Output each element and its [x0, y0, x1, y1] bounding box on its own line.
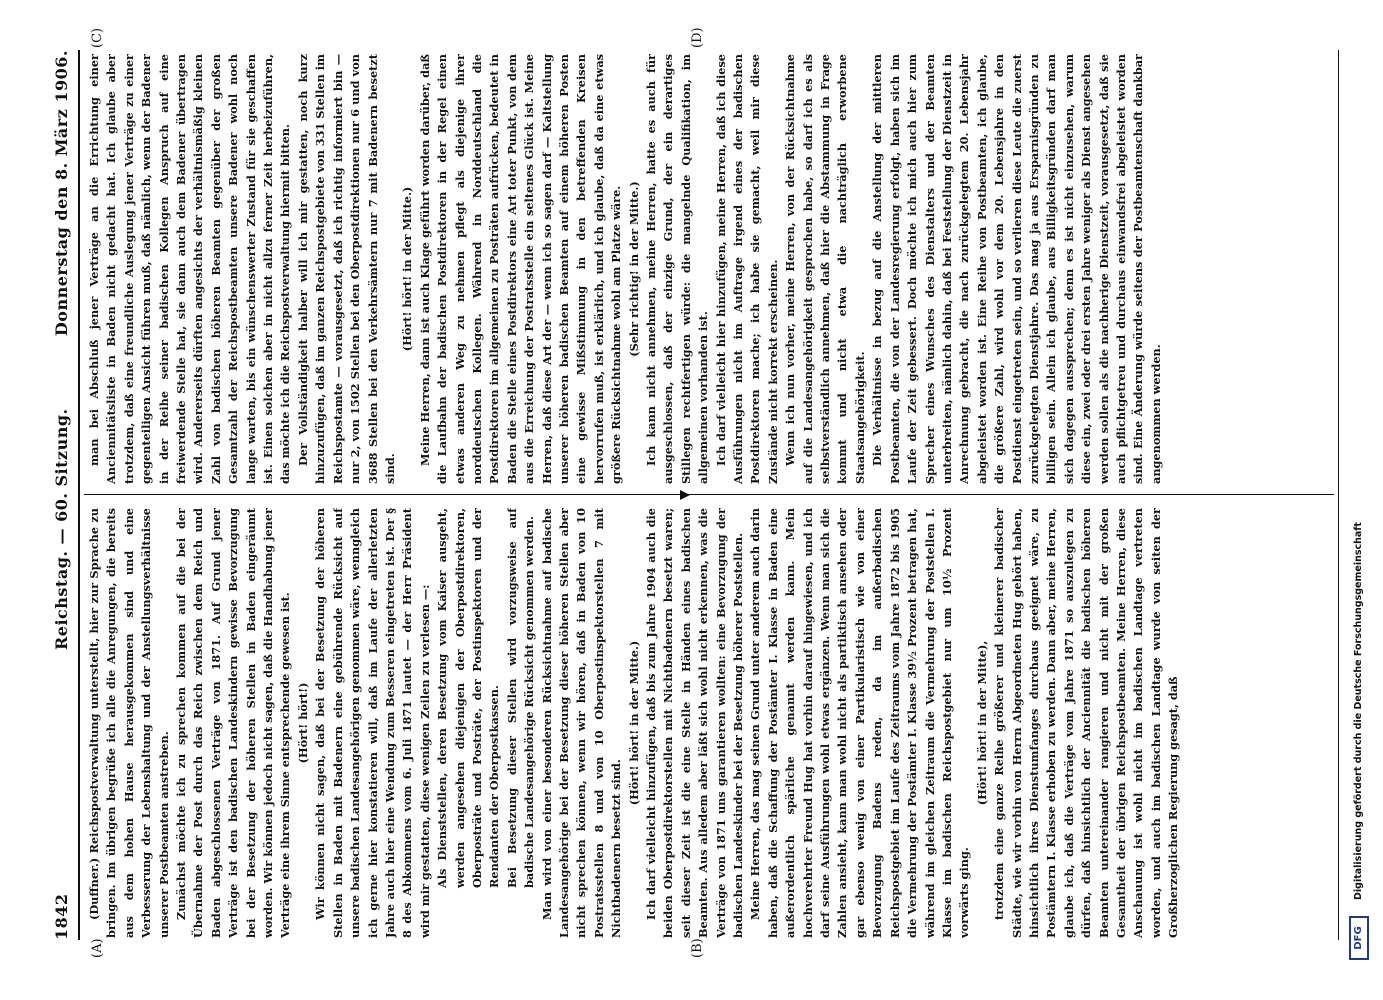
left-column-paragraph: Meine Herren, das mag seinen Grund unter anderem auch darin haben, daß die Schaffung der Postämter I. Klasse in Baden eine außerordentlich spärliche genannt werden kann. Mein hochverehrter Freund Hug hat vorhin darauf hingewiesen, und ich darf seine Ausführungen wohl etwas ergänzen. Wenn man sich die Zahlen ansieht, kann man wohl nicht als partiktisch ansehen oder gar ebenso wenig von einer Partikularistisch wie von einer Bevorzugung Badens reden, da im außerbadischen Reichspostgebiet im Laufe des Zeitraums vom Jahre 1872 bis 1905 die Vermehrung der Postämter I. Klasse 39½ Prozent betragen hat, während im gleichen Zeitraum die Vermehrung der Poststellen I. Klasse im badischen Reichspostgebiet nur um 10½ Prozent vorwärts ging.	[748, 508, 972, 938]
margin-marker-c: (C)	[90, 27, 105, 48]
left-column-paragraph: Ich darf vielleicht hinzufügen, daß bis zum Jahre 1904 auch die beiden Oberpostdirektorstellen mit Nichtbadenern besetzt waren; seit dieser Zeit ist die eine Stelle in Händen eines badischen Beamten. Aus alledem aber läßt sich wohl nicht erkennen, was die Verträge von 1871 uns garantieren wollten: eine Bevorzugung der badischen Landeskinder bei der Besetzung höherer Poststellen.	[644, 508, 746, 938]
margin-marker-d: (D)	[690, 27, 705, 48]
left-column-paragraph: (Hört! hört! in der Mitte),	[974, 640, 989, 806]
dfg-logo: DFG	[1349, 916, 1369, 960]
left-column-paragraph: Man wird von einer besonderen Rücksichtnahme auf badische Landesangehörige bei der Besetzung dieser höheren Stellen aber nicht sprechen können, wenn wir hören, daß in Baden von 10 Postratsstellen 8 und von 10 Oberpostinspektorstellen 7 mit Nichtbadenern besetzt sind.	[539, 508, 624, 938]
page-number: 1842	[52, 893, 71, 940]
digitization-credit	[1345, 30, 1373, 960]
left-column-paragraph: Zunächst möchte ich zu sprechen kommen auf die bei der Übernahme der Post durch das Reich zwischen dem Reich und Baden abgeschlossenen Verträge von 1871. Auf Grund jener Verträge ist den badischen Landeskindern gewisse Bevorzugung bei der Besetzung der höheren Stellen in Baden eingeräumt worden. Wir können jedoch nicht sagen, daß die Handhabung jener Verträge eine ihrem Sinne entsprechende gewesen ist.	[174, 508, 293, 938]
column-separator-arrow	[680, 490, 690, 500]
margin-marker-b: (B)	[690, 938, 705, 958]
right-column-paragraph: Ich kann nicht annehmen, meine Herren, hatte es auch für ausgeschlossen, daß der einzige Grund, der ein derartiges Stillegen rechtfertigen würde: die mangelnde Qualifikation, im allgemeinen vorhanden ist.	[644, 54, 711, 484]
column-separator	[84, 494, 1334, 495]
left-text-column	[86, 508, 1326, 938]
left-column-paragraph: trotzdem eine ganze Reihe größerer und kleinerer badischer Städte, wie wir vorhin von Herrn Abgeordneten Hug gehört haben, hinsichtlich ihres Dienstumfanges durchaus geeignet wäre, zu Postämtern I. Klasse erhoben zu werden. Dann aber, meine Herren, glaube ich, daß die Verträge vom Jahre 1871 so auszulegen zu dürfen, daß hinsichtlich der Anciennität die badischen höheren Beamten untereinander rangieren und nicht mit der großen Gesamtheit der übrigen Reichspostbeamten. Meine Herren, diese Anschauung ist wohl nicht im badischen Landtage vertreten worden, und auch im badischen Landtage wurde von seiten der Großherzoglichen Regierung gesagt, daß	[992, 508, 1181, 938]
footer-rule	[1338, 50, 1339, 940]
right-column-paragraph: Ich darf vielleicht hier hinzufügen, meine Herren, daß ich diese Ausführungen nicht im Auftrage irgend eines der badischen Postdirektoren mache; ich habe sie gemacht, weil mir diese Zustände nicht korrekt erscheinen.	[713, 54, 780, 484]
right-column-paragraph: (Hört! hört! in der Mitte.)	[400, 186, 415, 352]
right-column-paragraph: Meine Herren, dann ist auch Klage geführt worden darüber, daß die Laufbahn der badischen Postdirektoren in der Regel einen etwas anderen Weg zu nehmen pflegt als diejenige ihrer norddeutschen Kollegen. Während in Norddeutschland die Postdirektoren im allgemeinen zu Posträten aufrücken, bedeutet in Baden die Stelle eines Postdirektors eine Art toter Punkt, von dem aus die Erreichung der Postratsstelle ein seltenes Glück ist. Meine Herren, daß diese Art der — wenn ich so sagen darf — Kaltstellung unserer höheren badischen Beamten auf einem höheren Posten eine gewisse Mißstimmung in den betreffenden Kreisen hervorrufen muß, ist erklärlich, und ich glaube, daß da eine etwas größere Rücksichtnahme wohl am Platze wäre.	[417, 54, 624, 484]
left-column-paragraph: (Hört! hört! in der Mitte.)	[626, 640, 641, 806]
left-column-paragraph: Wir können nicht sagen, daß bei der Besetzung der höheren Stellen in Baden mit Badenern eine gebührende Rücksicht auf unsere badischen Landesangehörigen genommen wäre, wenngleich ich gerne hier konstatieren will, daß im Laufe der allerletzten Jahre auch hier eine Wendung zum Besseren eingetreten ist. Der § 8 des Abkommens vom 6. Juli 1871 lautet — der Herr Präsident wird mir gestatten, diese wenigen Zeilen zu verlesen —:	[313, 508, 432, 938]
right-column-paragraph: (Sehr richtig! in der Mitte.)	[626, 181, 641, 357]
left-column-paragraph: Als Dienststellen, deren Besetzung vom Kaiser ausgeht, werden angesehen diejenigen der Oberpostdirektoren, Oberposträte und Posträte, der Postinspektoren und der Rendanten der Oberpostkassen.	[435, 508, 502, 888]
right-column-paragraph: man bei Abschluß jener Verträge an die Errichtung einer Anciennitätsliste in Baden nicht gedacht hat. Ich glaube aber trotzdem, daß eine freundliche Auslegung jener Verträge zu einer gegenteiligen Ansicht führen muß, daß nämlich, wenn der Badener in der Reihe seiner badischen Kollegen Anspruch auf eine freiwerdende Stelle hat, sie dann auch dem Badener übertragen wird. Andererseits dürften angesichts der verhältnismäßig kleinen Zahl von badischen höheren Beamten gegenüber der großen Gesamtzahl der Reichspostbeamten unsere Badener wohl noch lange warten, bis ein wünschenswerter Zustand für sie geschaffen ist. Einen solchen aber in nicht allzu ferner Zeit herbeizuführen, das möchte ich die Reichspostverwaltung hiermit bitten.	[87, 54, 293, 484]
right-column-paragraph: Wenn ich nun vorher, meine Herren, von der Rücksichtnahme auf die Landesangehörigkeit gesprochen habe, so darf ich es als selbstverständlich annehmen, daß hier die Abstammung in Frage kommt und nicht etwa die nachträglich erworbene Staatsangehörigkeit.	[783, 54, 867, 484]
header-rule	[78, 50, 80, 940]
page-header	[52, 50, 76, 940]
left-column-paragraph: Bei Besetzung dieser Stellen wird vorzugsweise auf badische Landesangehörige Rücksicht genommen werden.	[504, 508, 537, 888]
right-text-column	[86, 54, 1326, 484]
session-title: Reichstag. — 60. Sitzung.	[52, 408, 71, 650]
right-column-paragraph: Die Verhältnisse in bezug auf die Anstellung der mittleren Postbeamten, die von der Landesregierung erfolgt, haben sich im Laufe der Zeit gebessert. Doch möchte ich mich auch hier zum Sprecher eines Wunsches des Dienstalters und der Beamten unterbreiten, nämlich dahin, daß bei Feststellung der Dienstzeit in Anrechnung gebracht, die nach zurückgelegtem 20. Lebensjahr abgeleistet worden ist. Eine Reihe von Postbeamten, ich glaube, die größere Zahl, wird wohl vor dem 20. Lebensjahre in den Postdienst eingetreten sein, und so verlieren diese Leute die zuerst zurückgelegten Dienstjahre. Das mag ja aus Ersparnisgründen zu billigen sein. Allein ich glaube, aus Billigkeitsgründen darf man sich dagegen aussprechen; denn es ist nicht einzusehen, warum diese ein, zwei oder drei ersten Jahre weniger als Dienst angesehen werden sollen als die nachherige Dienstzeit, vorausgesetzt, daß sie auch pflichtgetreu und durchaus einwandsfrei abgeleistet worden sind. Eine Änderung würde seitens der Postbeamtenschaft dankbar angenommen werden.	[870, 54, 1163, 484]
credit-text: Digitalisierung gefördert durch die Deutsche Forschungsgemeinschaft	[1353, 522, 1364, 900]
left-column-paragraph: (Hört! hört!)	[295, 682, 310, 764]
left-column-paragraph: (Duffner.) Reichspostverwaltung unterstellt, hier zur Sprache zu bringen. Im übrigen begrüße ich alle die Anregungen, die bereits aus dem hohen Hause herausgekommen sind und eine Verbesserung der Lebenshaltung und der Anstellungsverhältnisse unserer Postbeamten anstreben.	[87, 508, 171, 938]
right-column-paragraph: Der Vollständigkeit halber will ich mir gestatten, noch kurz hinzuzufügen, daß im ganzen Reichspostgebiete von 331 Stellen im Reichspostamte — vorausgesetzt, daß ich richtig informiert bin — nur 2, von 1502 Stellen bei den Oberpostdirektionen nur 6 und von 3688 Stellen bei den Verkehrsämtern nur 7 mit Badenern besetzt sind.	[295, 54, 397, 484]
session-date: Donnerstag den 8. März 1906.	[52, 50, 71, 337]
margin-marker-a: (A)	[90, 938, 105, 958]
